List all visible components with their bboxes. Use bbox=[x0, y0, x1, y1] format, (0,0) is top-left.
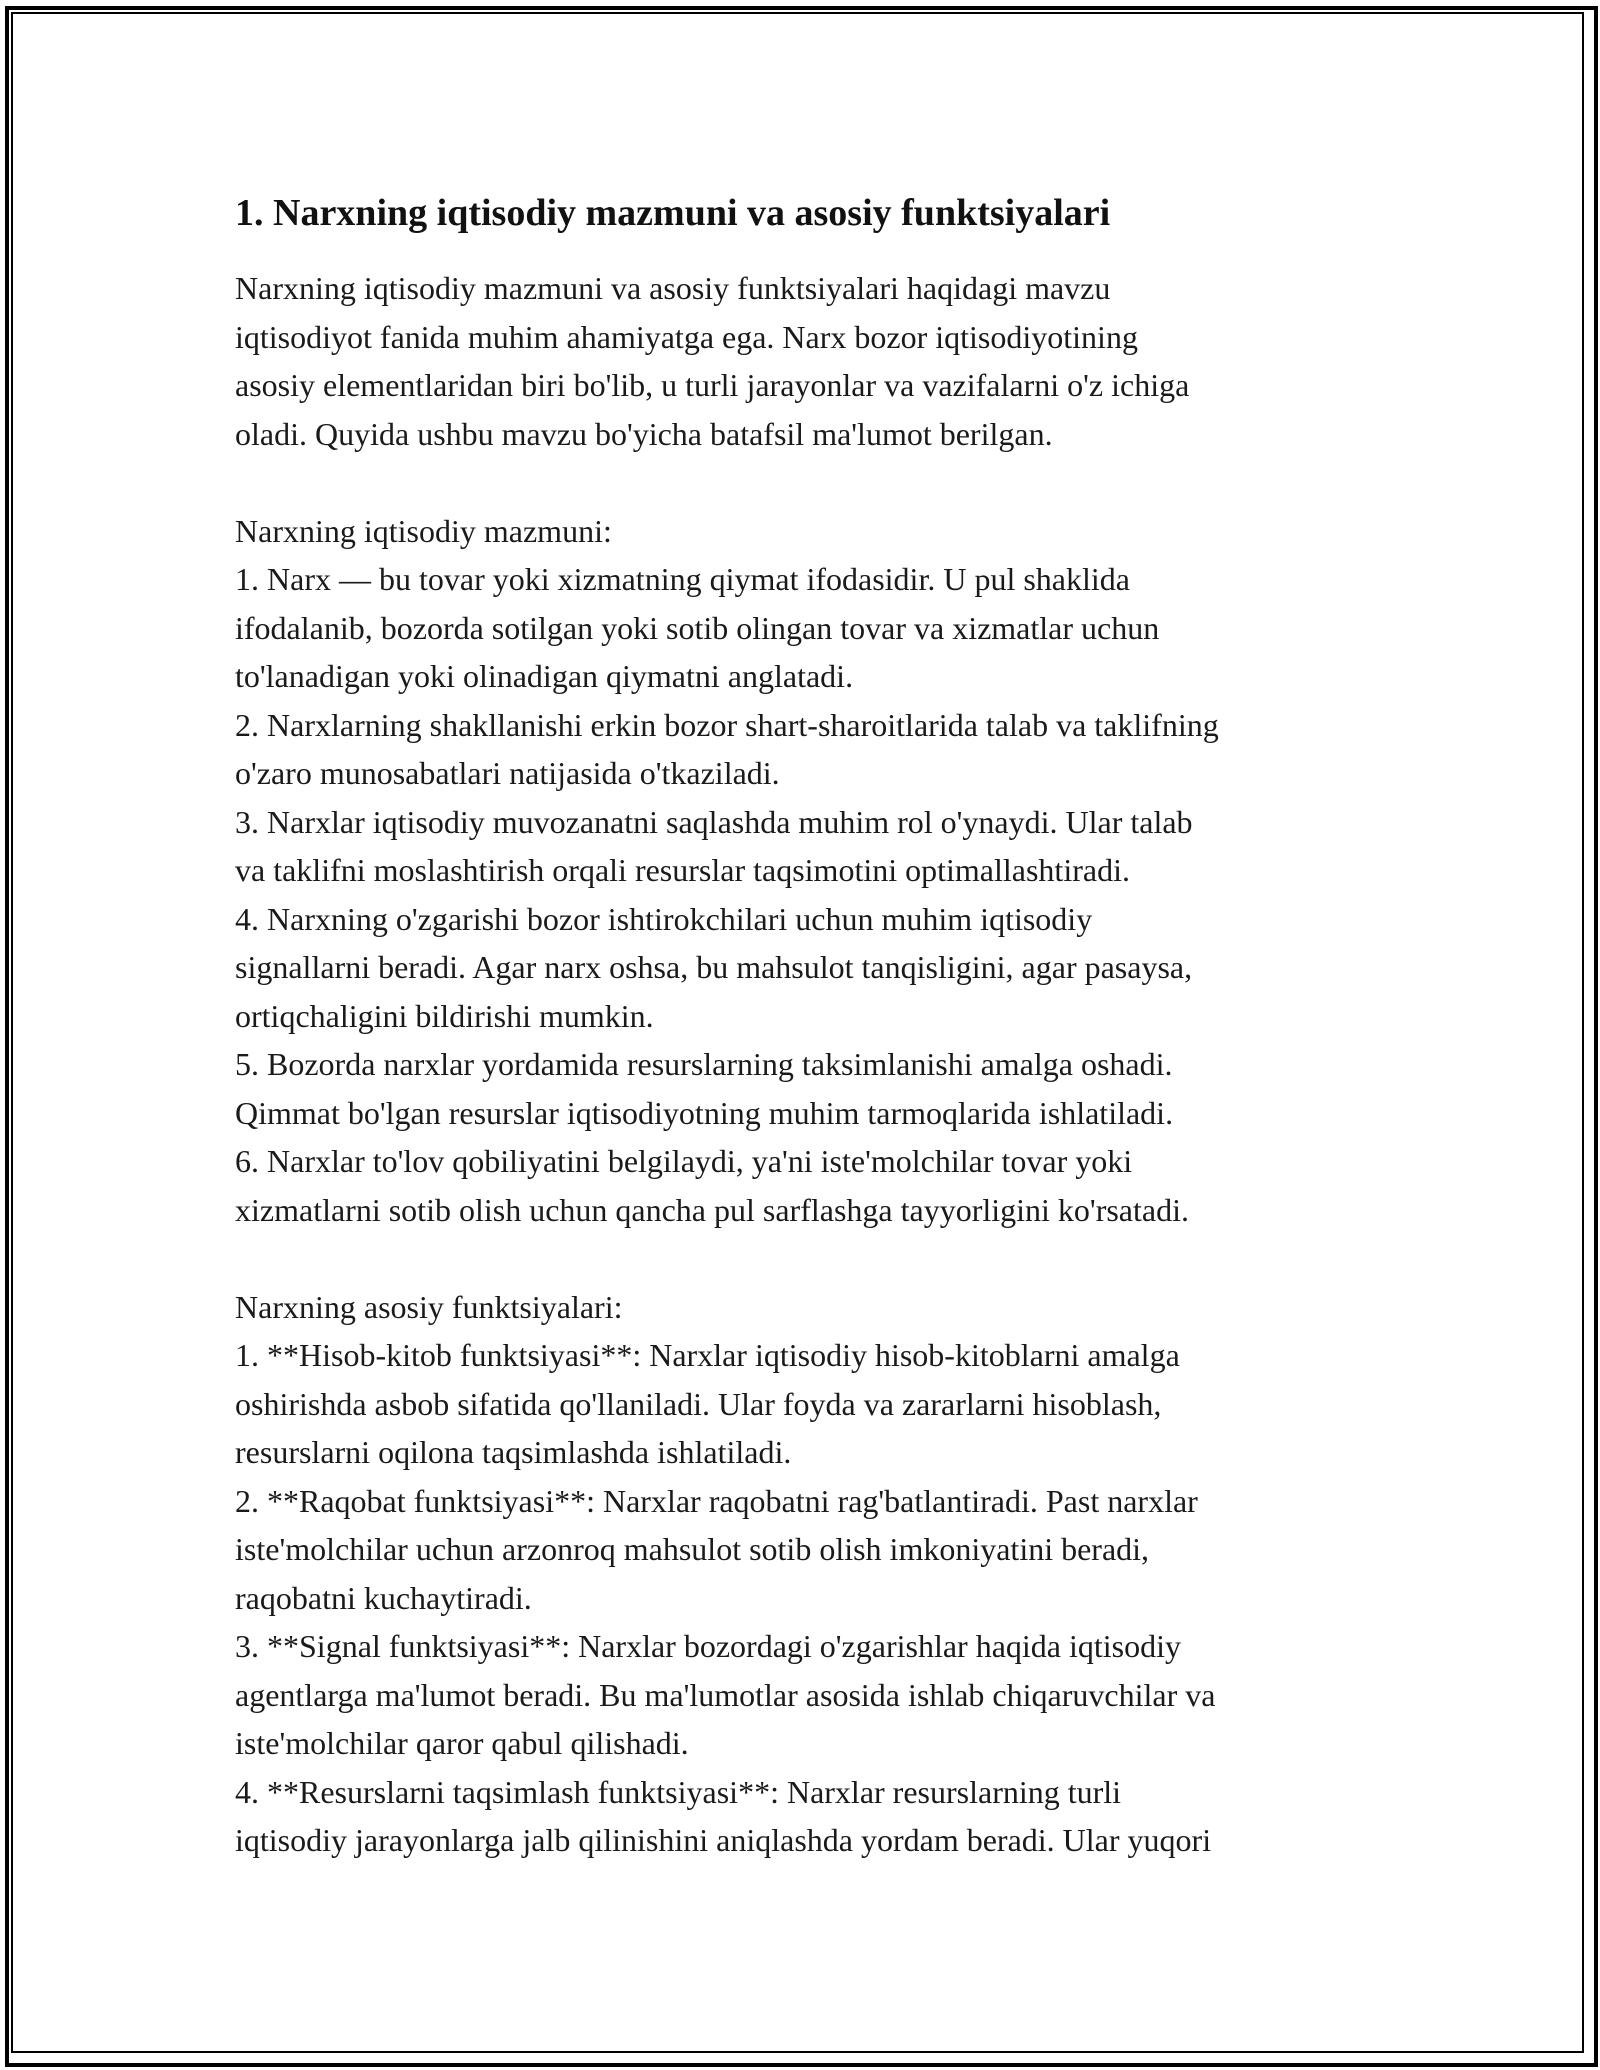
document-body bbox=[235, 188, 1385, 1865]
text-line: 4. Narxning o'zgarishi bozor ishtirokchilari uchun muhim iqtisodiy bbox=[235, 900, 1093, 937]
text-line: asosiy elementlaridan biri bo'lib, u turli jarayonlar va vazifalarni o'z ichiga bbox=[235, 367, 1190, 403]
text-line: 2. **Raqobat funktsiyasi**: Narxlar raqobatni rag'batlantiradi. Past narxlar bbox=[235, 1482, 1198, 1519]
text-line: 5. Bozorda narxlar yordamida resurslarning taksimlanishi amalga oshadi. bbox=[235, 1046, 1173, 1082]
blank-line bbox=[235, 458, 1385, 507]
text-line: 1. **Hisob-kitob funktsiyasi**: Narxlar iqtisodiy hisob-kitoblarni amalga bbox=[235, 1337, 1180, 1373]
text-line: 1. Narx — bu tovar yoki xizmatning qiymat ifodasidir. U pul shaklida bbox=[235, 561, 1130, 597]
text-line: ortiqchaligini bildirishi mumkin. bbox=[235, 997, 654, 1034]
blank-line bbox=[235, 1234, 1385, 1283]
text-line: 6. Narxlar to'lov qobiliyatini belgilaydi, ya'ni iste'molchilar tovar yoki bbox=[235, 1143, 1133, 1179]
text-line: 3. Narxlar iqtisodiy muvozanatni saqlashda muhim rol o'ynaydi. Ular talab bbox=[235, 803, 1193, 840]
text-line: xizmatlarni sotib olish uchun qancha pul sarflashga tayyorligini ko'rsatadi. bbox=[235, 1191, 1189, 1228]
text-line: iste'molchilar uchun arzonroq mahsulot sotib olish imkoniyatini beradi, bbox=[235, 1531, 1150, 1567]
document-title: 1. Narxning iqtisodiy mazmuni va asosiy funktsiyalari bbox=[235, 192, 1111, 234]
text-line: oshirishda asbob sifatida qo'llaniladi. Ular foyda va zararlarni hisoblash, bbox=[235, 1385, 1162, 1422]
text-line: iste'molchilar qaror qabul qilishadi. bbox=[235, 1725, 689, 1761]
text-line: o'zaro munosabatlari natijasida o'tkaziladi. bbox=[235, 755, 780, 791]
text-line: raqobatni kuchaytiradi. bbox=[235, 1579, 532, 1616]
text-line: va taklifni moslashtirish orqali resurslar taqsimotini optimallashtiradi. bbox=[235, 852, 1130, 888]
text-line: signallarni beradi. Agar narx oshsa, bu mahsulot tanqisligini, agar pasaysa, bbox=[235, 949, 1193, 985]
text-line: agentlarga ma'lumot beradi. Bu ma'lumotlar asosida ishlab chiqaruvchilar va bbox=[235, 1676, 1216, 1713]
text-line: to'lanadigan yoki olinadigan qiymatni anglatadi. bbox=[235, 658, 854, 694]
document-text bbox=[235, 264, 1385, 1865]
text-line: Narxning iqtisodiy mazmuni: bbox=[235, 512, 612, 549]
text-line: iqtisodiy jarayonlarga jalb qilinishini aniqlashda yordam beradi. Ular yuqori bbox=[235, 1822, 1212, 1858]
text-line: 2. Narxlarning shakllanishi erkin bozor shart-sharoitlarida talab va taklifning bbox=[235, 706, 1219, 743]
text-line: iqtisodiyot fanida muhim ahamiyatga ega. Narx bozor iqtisodiyotining bbox=[235, 318, 1138, 355]
text-line: ifodalanib, bozorda sotilgan yoki sotib olingan tovar va xizmatlar uchun bbox=[235, 609, 1160, 646]
text-line: resurslarni oqilona taqsimlashda ishlatiladi. bbox=[235, 1434, 792, 1470]
text-line: Narxning asosiy funktsiyalari: bbox=[235, 1288, 623, 1325]
text-line: oladi. Quyida ushbu mavzu bo'yicha batafsil ma'lumot berilgan. bbox=[235, 415, 1053, 452]
text-line: 4. **Resurslarni taqsimlash funktsiyasi**: Narxlar resurslarning turli bbox=[235, 1773, 1122, 1810]
text-line: Narxning iqtisodiy mazmuni va asosiy funktsiyalari haqidagi mavzu bbox=[235, 270, 1111, 306]
text-line: Qimmat bo'lgan resurslar iqtisodiyotning muhim tarmoqlarida ishlatiladi. bbox=[235, 1094, 1174, 1131]
text-line: 3. **Signal funktsiyasi**: Narxlar bozordagi o'zgarishlar haqida iqtisodiy bbox=[235, 1628, 1182, 1664]
